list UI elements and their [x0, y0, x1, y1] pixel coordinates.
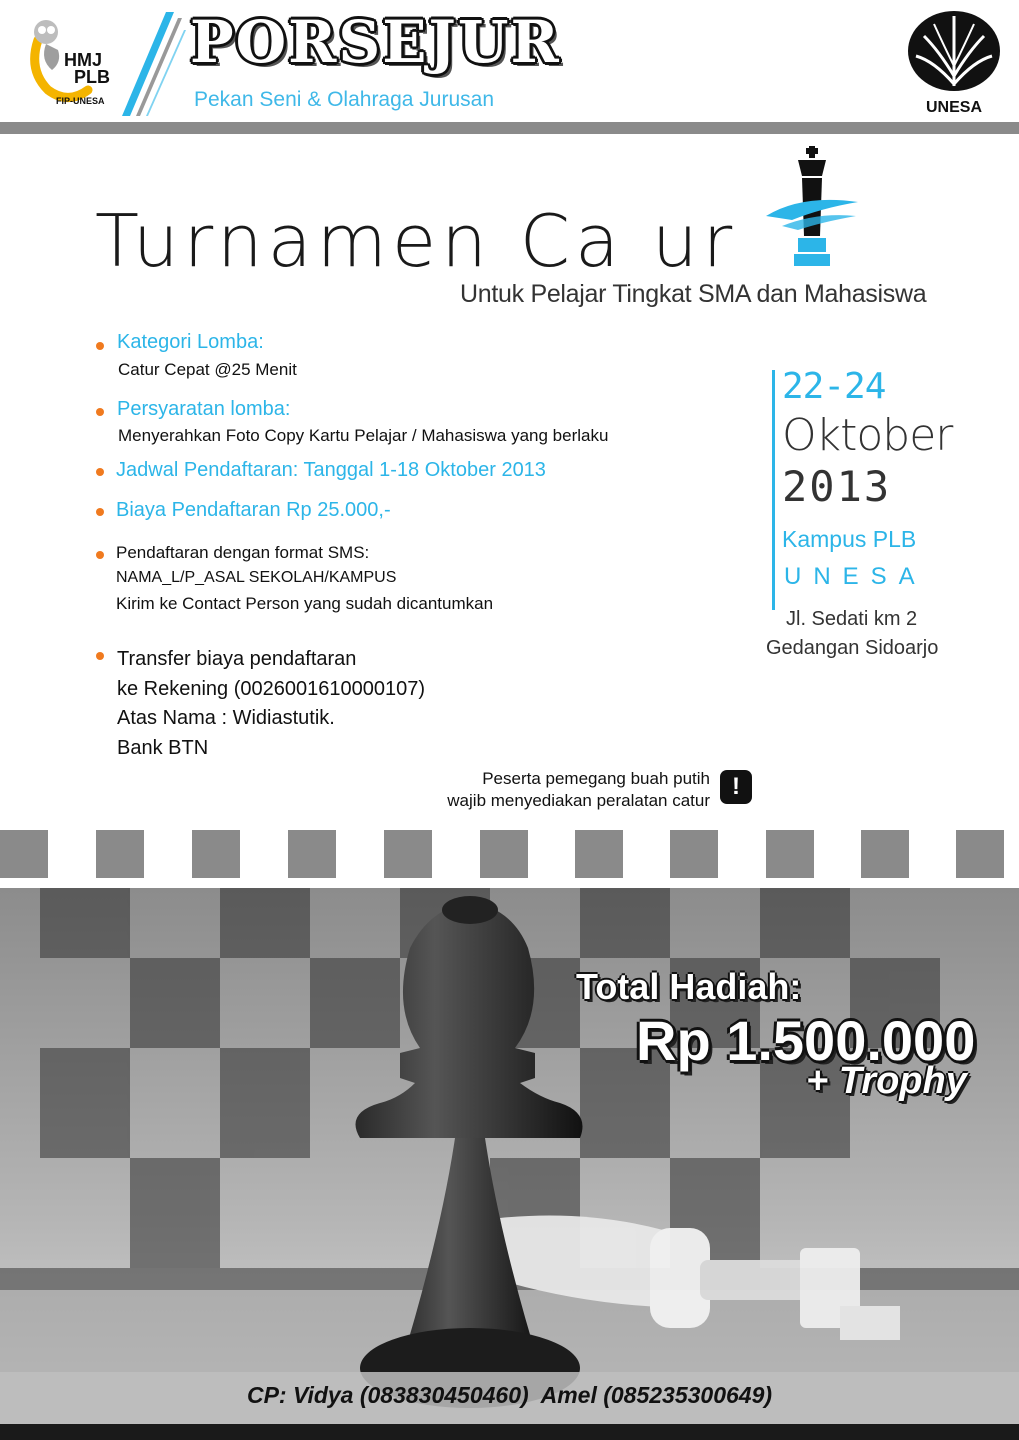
event-venue: Kampus PLB [782, 526, 917, 552]
date-accent-bar [772, 370, 775, 610]
bullet-icon [96, 468, 104, 476]
prize-label: Total Hadiah: [576, 966, 802, 1007]
transfer-name: Atas Nama : Widiastutik. [117, 707, 335, 729]
org-dept: PLB [74, 67, 110, 87]
decorative-slash [116, 8, 186, 118]
prize-amount: Rp 1.500.000 [636, 1009, 976, 1072]
university-label: UNESA [925, 99, 982, 116]
checker-strip [0, 830, 1019, 888]
jadwal-pendaftaran: Jadwal Pendaftaran: Tanggal 1-18 Oktober 2013 [116, 459, 546, 481]
org-short: HMJ [64, 50, 103, 70]
checker-square [670, 830, 718, 878]
checker-square [384, 830, 432, 878]
bullet-icon [96, 508, 104, 516]
sms-format: NAMA_L/P_ASAL SEKOLAH/KAMPUS [116, 569, 397, 586]
transfer-bank: Bank BTN [117, 736, 209, 759]
bullet-icon [96, 551, 104, 559]
event-street: Jl. Sedati km 2 [786, 608, 918, 630]
bullet-icon [96, 408, 104, 416]
transfer-block [117, 645, 425, 763]
event-date-range: 22-24 [782, 366, 886, 407]
exclamation-icon: ! [720, 770, 752, 804]
event-year: 2013 [782, 462, 892, 511]
bottom-edge [0, 1424, 1019, 1440]
event-venue-org: UNESA [784, 563, 927, 590]
unesa-logo [904, 6, 1004, 116]
org-label [64, 52, 110, 86]
checker-square [192, 830, 240, 878]
org-faculty: FIP-UNESA [56, 96, 105, 106]
contact-persons: CP: Vidya (083830450460) Amel (085235300649) [246, 1382, 773, 1408]
checker-square [956, 830, 1004, 878]
chess-king-icon [762, 146, 862, 276]
note-line: wajib menyediakan peralatan catur [447, 791, 710, 810]
unesa-emblem-icon [904, 6, 1004, 96]
header-divider [0, 122, 1019, 134]
bullet-icon [96, 652, 104, 660]
biaya-pendaftaran: Biaya Pendaftaran Rp 25.000,- [116, 499, 391, 521]
chess-photo [0, 888, 1019, 1440]
checker-square [480, 830, 528, 878]
kategori-label: Kategori Lomba: [117, 331, 264, 353]
note-line: Peserta pemegang buah putih [482, 769, 710, 788]
sms-note: Kirim ke Contact Person yang sudah dicantumkan [116, 594, 494, 613]
prize-extra: + Trophy [806, 1060, 967, 1102]
page-subtitle: Untuk Pelajar Tingkat SMA dan Mahasiswa [460, 280, 927, 308]
checker-square [766, 830, 814, 878]
transfer-line: Transfer biaya pendaftaran [117, 648, 357, 670]
persyaratan-value: Menyerahkan Foto Copy Kartu Pelajar / Mahasiswa yang berlaku [118, 426, 609, 445]
event-name: PORSEJUR [190, 8, 561, 76]
participant-note [380, 768, 710, 812]
bullet-icon [96, 342, 104, 350]
event-month: Oktober [782, 410, 953, 461]
checker-square [288, 830, 336, 878]
checker-square [861, 830, 909, 878]
checker-square [0, 830, 48, 878]
sms-label: Pendaftaran dengan format SMS: [116, 543, 370, 562]
kategori-value: Catur Cepat @25 Menit [118, 360, 297, 379]
transfer-account: ke Rekening (0026001610000107) [117, 677, 426, 700]
event-tagline: Pekan Seni & Olahraga Jurusan [194, 88, 495, 111]
checker-square [575, 830, 623, 878]
persyaratan-label: Persyaratan lomba: [117, 398, 291, 420]
checker-square [96, 830, 144, 878]
event-district: Gedangan Sidoarjo [766, 637, 939, 659]
page-title: Turnamen Ca ur [95, 199, 738, 283]
